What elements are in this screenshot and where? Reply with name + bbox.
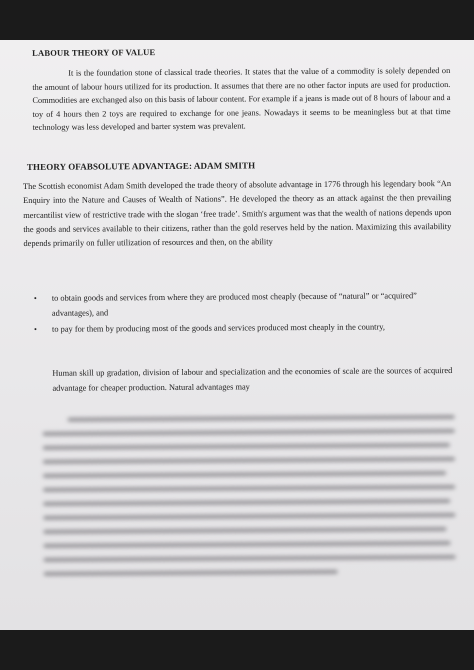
bullet-text: to pay for them by producing most of the goods and services produced most cheaply in the country,	[51, 322, 386, 334]
section-title-absolute-advantage: THEORY OFABSOLUTE ADVANTAGE: ADAM SMITH	[26, 160, 256, 172]
list-item	[24, 320, 452, 337]
section-title-labour-theory: LABOUR THEORY OF VALUE	[32, 47, 156, 58]
blurred-text-region	[43, 415, 464, 618]
paragraph-absolute-advantage: The Scottish economist Adam Smith developed the trade theory of absolute advantage in 1776 through his legendary book “An Enquiry into the Nature and Causes of Wealth of Nations”. He developed the theory as an attack against the then prevailing mercantilist view of restrictive trade with the slogan ‘free trade’. Smith's argument was that the wealth of nations depends upon the goods and services available to their citizens, rather than the gold reserves held by the nation. Maximizing this availability depends primarily on fuller utilization of resources and then, on the ability	[22, 179, 452, 249]
bullet-icon: •	[33, 293, 37, 303]
paragraph-labour-theory: It is the foundation stone of classical trade theories. It states that the value of a commodity is solely depended on the amount of labour hours utilized for its production. It assumes that there are no other factor inputs are used for production. Commodities are exchanged also on this basis of labour content. For example if a jeans is made out of 8 hours of labour and a toy of 4 hours then 2 toys are required to exchange for one jeans. Nowadays it seems to be meaningless but at that time technology was less developed and barter system was prevalent.	[32, 66, 451, 132]
bullet-icon: •	[33, 324, 37, 334]
paragraph-acquired-advantage: Human skill up gradation, division of labour and specialization and the economies of scale are the sources of acquired advantage for cheaper production. Natural advantages may	[52, 366, 453, 393]
advantage-bullet-list	[24, 289, 452, 339]
list-item	[24, 289, 452, 321]
document-page	[0, 40, 474, 630]
bullet-text: to obtain goods and services from where they are produced most cheaply (because of “natural” or “acquired” advantages), and	[51, 291, 417, 318]
